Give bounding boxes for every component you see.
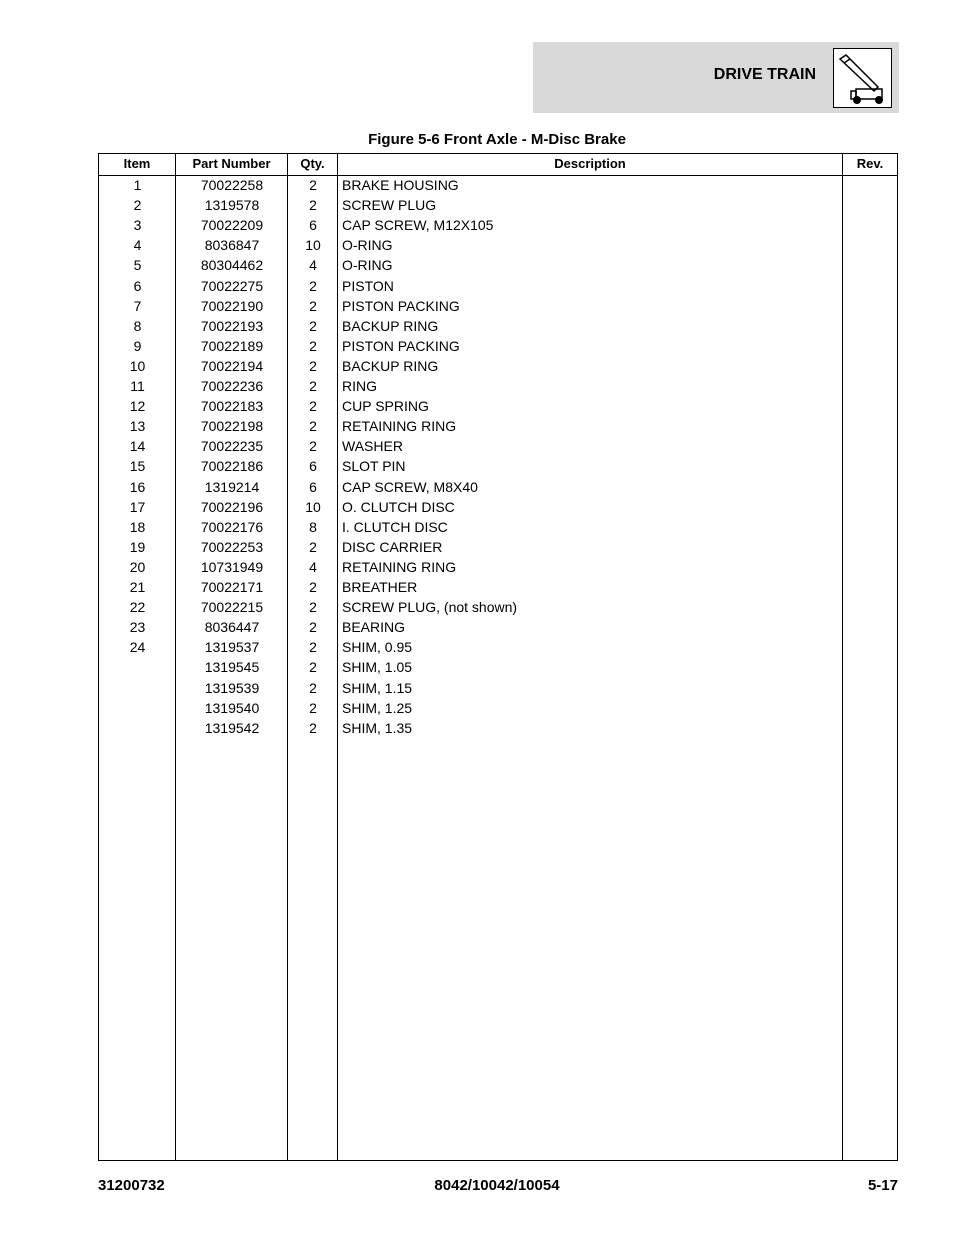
item-cell: 2 <box>133 197 142 214</box>
description-cell: RETAINING RING <box>342 558 457 575</box>
part-number-cell: 70022189 <box>200 337 264 354</box>
qty-cell: 2 <box>309 317 317 334</box>
table-row <box>99 175 897 195</box>
qty-cell: 2 <box>309 197 317 214</box>
header-qty: Qty. <box>300 156 325 171</box>
qty-cell: 6 <box>309 458 317 475</box>
qty-cell: 2 <box>309 337 317 354</box>
header-rev: Rev. <box>856 156 884 171</box>
table-row <box>99 376 897 396</box>
qty-cell: 6 <box>309 478 317 495</box>
qty-cell: 4 <box>309 257 317 274</box>
table-row <box>99 235 897 255</box>
qty-cell: 2 <box>309 639 317 656</box>
description-cell: DISC CARRIER <box>342 538 443 555</box>
figure-title: Figure 5-6 Front Axle - M-Disc Brake <box>368 131 626 148</box>
item-cell: 20 <box>129 558 146 575</box>
description-cell: O-RING <box>342 257 393 274</box>
part-number-cell: 70022194 <box>200 357 264 374</box>
part-number-cell: 70022171 <box>200 579 264 595</box>
qty-cell: 2 <box>309 378 317 394</box>
table-row <box>99 456 897 476</box>
qty-cell: 2 <box>309 438 317 455</box>
item-cell: 15 <box>129 458 146 475</box>
table-row <box>99 255 897 275</box>
qty-cell: 2 <box>309 418 317 435</box>
section-title: DRIVE TRAIN <box>713 66 816 83</box>
item-cell: 17 <box>129 498 146 515</box>
qty-cell: 2 <box>309 277 317 294</box>
description-cell: BREATHER <box>342 579 418 595</box>
part-number-cell: 70022186 <box>200 458 264 475</box>
drive-train-vehicle-icon <box>833 48 892 108</box>
part-number-cell: 80304462 <box>200 257 264 274</box>
table-row <box>99 356 897 376</box>
description-cell: PISTON PACKING <box>342 337 460 354</box>
table-row <box>99 537 897 557</box>
qty-cell: 10 <box>305 237 321 254</box>
table-row <box>99 276 897 296</box>
parts-table <box>98 153 898 1161</box>
table-row <box>99 296 897 316</box>
description-cell: PISTON <box>342 277 394 294</box>
description-cell: RING <box>342 378 377 394</box>
description-cell: CAP SCREW, M8X40 <box>342 478 478 495</box>
part-number-cell: 70022209 <box>200 217 264 234</box>
table-row <box>99 557 897 577</box>
part-number-cell: 70022253 <box>200 538 264 555</box>
item-cell: 8 <box>133 317 142 334</box>
table-row <box>99 497 897 517</box>
qty-cell: 2 <box>309 297 317 314</box>
table-row <box>99 316 897 336</box>
part-number-cell: 70022275 <box>200 277 264 294</box>
qty-cell: 8 <box>309 518 317 535</box>
qty-cell: 6 <box>309 217 317 234</box>
description-cell: SLOT PIN <box>342 458 406 475</box>
qty-cell: 2 <box>309 659 317 676</box>
table-row <box>99 396 897 416</box>
description-cell: SCREW PLUG <box>342 197 437 214</box>
part-number-cell: 10731949 <box>200 558 264 575</box>
part-number-cell: 1319545 <box>204 659 260 676</box>
description-cell: BACKUP RING <box>342 357 439 374</box>
item-cell: 23 <box>129 619 146 636</box>
qty-cell: 2 <box>309 619 317 636</box>
table-row <box>99 577 897 597</box>
item-cell: 12 <box>129 398 146 415</box>
part-number-cell: 8036447 <box>204 619 260 636</box>
description-cell: CUP SPRING <box>342 398 429 415</box>
qty-cell: 10 <box>305 498 321 515</box>
item-cell: 3 <box>133 217 142 234</box>
item-cell: 16 <box>129 478 146 495</box>
part-number-cell: 70022190 <box>200 297 264 314</box>
part-number-cell: 70022215 <box>200 599 264 616</box>
part-number-cell: 70022193 <box>200 317 264 334</box>
table-row <box>99 698 897 718</box>
qty-cell: 2 <box>309 679 317 696</box>
item-cell: 18 <box>129 518 146 535</box>
item-cell: 4 <box>133 237 142 254</box>
table-row <box>99 195 897 215</box>
table-row <box>99 436 897 456</box>
item-cell: 10 <box>129 357 146 374</box>
table-row <box>99 637 897 657</box>
part-number-cell: 1319539 <box>204 679 260 696</box>
item-cell: 19 <box>129 538 146 555</box>
item-cell: 6 <box>133 277 142 294</box>
item-cell: 11 <box>130 378 145 394</box>
part-number-cell: 70022196 <box>200 498 264 515</box>
description-cell: WASHER <box>342 438 403 455</box>
qty-cell: 2 <box>309 398 317 415</box>
item-cell: 14 <box>129 438 146 455</box>
part-number-cell: 1319537 <box>204 639 260 656</box>
description-cell: SCREW PLUG, (not shown) <box>342 599 518 616</box>
description-cell: SHIM, 1.35 <box>342 719 413 736</box>
table-row <box>99 657 897 677</box>
qty-cell: 2 <box>309 719 317 736</box>
part-number-cell: 70022236 <box>200 378 264 394</box>
table-row <box>99 718 897 738</box>
table-row <box>99 477 897 497</box>
part-number-cell: 1319214 <box>204 478 260 495</box>
header-part-number: Part Number <box>192 156 271 171</box>
part-number-cell: 70022198 <box>200 418 264 435</box>
part-number-cell: 70022176 <box>200 518 264 535</box>
table-row <box>99 678 897 698</box>
qty-cell: 2 <box>309 579 317 595</box>
qty-cell: 2 <box>309 357 317 374</box>
table-row <box>99 416 897 436</box>
qty-cell: 2 <box>309 177 317 193</box>
description-cell: O-RING <box>342 237 393 254</box>
part-number-cell: 1319578 <box>204 197 260 214</box>
item-cell: 22 <box>129 599 146 616</box>
footer-models: 8042/10042/10054 <box>434 1177 560 1194</box>
part-number-cell: 1319542 <box>204 719 260 736</box>
description-cell: I. CLUTCH DISC <box>342 518 448 535</box>
table-row <box>99 215 897 235</box>
qty-cell: 2 <box>309 599 317 616</box>
qty-cell: 2 <box>309 538 317 555</box>
item-cell: 9 <box>133 337 142 354</box>
item-cell: 13 <box>129 418 146 435</box>
part-number-cell: 70022235 <box>200 438 264 455</box>
part-number-cell: 1319540 <box>204 699 260 716</box>
footer-page-number: 5-17 <box>867 1177 898 1194</box>
table-row <box>99 336 897 356</box>
part-number-cell: 70022258 <box>200 177 264 193</box>
description-cell: BRAKE HOUSING <box>342 177 459 193</box>
footer-doc-number: 31200732 <box>98 1177 165 1194</box>
table-row <box>99 517 897 537</box>
part-number-cell: 8036847 <box>204 237 260 254</box>
description-cell: SHIM, 1.15 <box>342 679 413 696</box>
description-cell: SHIM, 1.05 <box>342 659 413 676</box>
qty-cell: 4 <box>309 558 317 575</box>
description-cell: SHIM, 1.25 <box>342 699 413 716</box>
item-cell: 21 <box>129 579 146 595</box>
description-cell: RETAINING RING <box>342 418 457 435</box>
description-cell: CAP SCREW, M12X105 <box>342 217 494 234</box>
table-row <box>99 597 897 617</box>
header-item: Item <box>123 156 151 171</box>
description-cell: BEARING <box>342 619 406 636</box>
description-cell: O. CLUTCH DISC <box>342 498 455 515</box>
description-cell: PISTON PACKING <box>342 297 460 314</box>
qty-cell: 2 <box>309 699 317 716</box>
description-cell: SHIM, 0.95 <box>342 639 413 656</box>
part-number-cell: 70022183 <box>200 398 264 415</box>
table-row <box>99 617 897 637</box>
item-cell: 5 <box>133 257 142 274</box>
description-cell: BACKUP RING <box>342 317 439 334</box>
section-header <box>533 42 899 113</box>
header-description: Description <box>554 156 626 171</box>
item-cell: 1 <box>133 177 142 193</box>
item-cell: 7 <box>133 297 142 314</box>
item-cell: 24 <box>129 639 146 656</box>
